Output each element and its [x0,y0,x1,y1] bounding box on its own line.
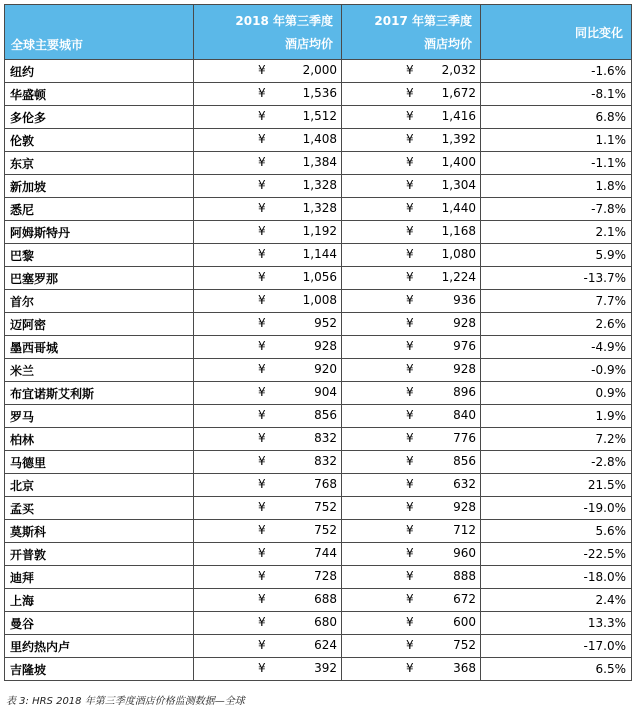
price-2018-cell [194,175,342,198]
price-value: 1,392 [441,132,476,146]
currency-symbol: ¥ [258,316,266,330]
city-cell: 开普敦 [5,543,194,566]
yoy-change-cell: -18.0% [481,566,632,589]
price-value: 1,008 [302,293,337,307]
currency-symbol: ¥ [406,132,414,146]
city-cell: 东京 [5,152,194,175]
price-2018-cell [194,635,342,658]
price-value: 368 [453,661,476,675]
currency-symbol: ¥ [258,86,266,100]
price-value: 936 [453,293,476,307]
price-2018-cell [194,612,342,635]
price-value: 776 [453,431,476,445]
price-value: 1,192 [302,224,337,238]
price-2017-cell [342,382,481,405]
table-row [5,359,632,382]
price-value: 856 [314,408,337,422]
city-cell: 吉隆坡 [5,658,194,681]
price-value: 1,672 [441,86,476,100]
price-value: 832 [314,431,337,445]
currency-symbol: ¥ [406,247,414,261]
yoy-change-cell: -1.1% [481,152,632,175]
price-2017-cell [342,60,481,83]
city-cell: 首尔 [5,290,194,313]
price-value: 1,416 [441,109,476,123]
price-value: 832 [314,454,337,468]
price-2018-cell [194,474,342,497]
table-row [5,497,632,520]
price-2018-cell [194,152,342,175]
currency-symbol: ¥ [406,592,414,606]
city-cell: 新加坡 [5,175,194,198]
city-cell: 多伦多 [5,106,194,129]
price-2017-cell [342,129,481,152]
price-2017-cell [342,290,481,313]
header-2018-line2: 酒店均价 [284,36,333,51]
currency-symbol: ¥ [258,155,266,169]
price-2018-cell [194,520,342,543]
yoy-change-cell: -19.0% [481,497,632,520]
table-row [5,635,632,658]
price-2017-cell [342,244,481,267]
price-value: 672 [453,592,476,606]
currency-symbol: ¥ [258,592,266,606]
city-cell: 阿姆斯特丹 [5,221,194,244]
price-value: 752 [314,523,337,537]
yoy-change-cell: -7.8% [481,198,632,221]
price-value: 768 [314,477,337,491]
price-2018-cell [194,60,342,83]
header-2017-line1: 2017 年第三季度 [374,13,472,28]
price-value: 1,384 [302,155,337,169]
price-2017-cell [342,405,481,428]
price-2018-cell [194,198,342,221]
yoy-change-cell: 2.4% [481,589,632,612]
price-value: 888 [453,569,476,583]
price-value: 392 [314,661,337,675]
city-cell: 上海 [5,589,194,612]
table-row [5,129,632,152]
price-value: 600 [453,615,476,629]
table-row [5,474,632,497]
yoy-change-cell: 0.9% [481,382,632,405]
city-cell: 墨西哥城 [5,336,194,359]
table-row [5,405,632,428]
city-cell: 米兰 [5,359,194,382]
yoy-change-cell: -0.9% [481,359,632,382]
yoy-change-cell: 7.7% [481,290,632,313]
currency-symbol: ¥ [258,431,266,445]
currency-symbol: ¥ [258,247,266,261]
currency-symbol: ¥ [258,178,266,192]
price-value: 624 [314,638,337,652]
currency-symbol: ¥ [258,546,266,560]
currency-symbol: ¥ [406,546,414,560]
price-value: 1,224 [441,270,476,284]
price-2017-cell [342,635,481,658]
table-row [5,106,632,129]
currency-symbol: ¥ [406,408,414,422]
currency-symbol: ¥ [258,63,266,77]
price-value: 904 [314,385,337,399]
currency-symbol: ¥ [258,109,266,123]
price-2018-cell [194,106,342,129]
price-2018-cell [194,221,342,244]
table-row [5,290,632,313]
price-value: 928 [314,339,337,353]
yoy-change-cell: 2.1% [481,221,632,244]
price-value: 976 [453,339,476,353]
yoy-change-cell: -22.5% [481,543,632,566]
city-cell: 巴黎 [5,244,194,267]
city-cell: 迪拜 [5,566,194,589]
table-row [5,313,632,336]
currency-symbol: ¥ [258,270,266,284]
currency-symbol: ¥ [258,661,266,675]
table-row [5,221,632,244]
price-2017-cell [342,520,481,543]
price-2017-cell [342,612,481,635]
currency-symbol: ¥ [258,477,266,491]
price-2018-cell [194,589,342,612]
yoy-change-cell: -8.1% [481,83,632,106]
city-cell: 曼谷 [5,612,194,635]
price-2018-cell [194,405,342,428]
yoy-change-cell: -4.9% [481,336,632,359]
table-row [5,566,632,589]
currency-symbol: ¥ [406,224,414,238]
price-value: 1,536 [302,86,337,100]
price-2017-cell [342,313,481,336]
price-2018-cell [194,313,342,336]
yoy-change-cell: 13.3% [481,612,632,635]
price-value: 728 [314,569,337,583]
currency-symbol: ¥ [406,293,414,307]
yoy-change-cell: 21.5% [481,474,632,497]
price-value: 2,032 [441,63,476,77]
currency-symbol: ¥ [406,661,414,675]
currency-symbol: ¥ [258,638,266,652]
price-2017-cell [342,198,481,221]
city-cell: 巴塞罗那 [5,267,194,290]
price-2017-cell [342,359,481,382]
price-2018-cell [194,129,342,152]
yoy-change-cell: 5.6% [481,520,632,543]
currency-symbol: ¥ [258,224,266,238]
yoy-change-cell: 2.6% [481,313,632,336]
currency-symbol: ¥ [258,132,266,146]
hotel-price-table [4,4,632,681]
price-value: 840 [453,408,476,422]
city-cell: 悉尼 [5,198,194,221]
currency-symbol: ¥ [406,270,414,284]
yoy-change-cell: 7.2% [481,428,632,451]
table-row [5,382,632,405]
price-2017-cell [342,589,481,612]
currency-symbol: ¥ [258,569,266,583]
currency-symbol: ¥ [258,523,266,537]
currency-symbol: ¥ [258,500,266,514]
currency-symbol: ¥ [406,500,414,514]
price-value: 712 [453,523,476,537]
table-header-row [5,5,632,60]
yoy-change-cell: -1.6% [481,60,632,83]
price-value: 1,304 [441,178,476,192]
yoy-change-cell: 6.5% [481,658,632,681]
table-row [5,589,632,612]
table-row [5,244,632,267]
table-row [5,83,632,106]
price-value: 1,400 [441,155,476,169]
table-row [5,428,632,451]
yoy-change-cell: 1.1% [481,129,632,152]
currency-symbol: ¥ [258,385,266,399]
price-value: 960 [453,546,476,560]
currency-symbol: ¥ [406,63,414,77]
table-body [5,60,632,681]
table-row [5,336,632,359]
price-2017-cell [342,428,481,451]
price-2018-cell [194,451,342,474]
price-value: 928 [453,316,476,330]
hotel-price-table-container [4,4,631,681]
table-row [5,60,632,83]
currency-symbol: ¥ [406,477,414,491]
city-cell: 北京 [5,474,194,497]
yoy-change-cell: -2.8% [481,451,632,474]
currency-symbol: ¥ [406,569,414,583]
currency-symbol: ¥ [258,362,266,376]
price-2018-cell [194,382,342,405]
currency-symbol: ¥ [258,615,266,629]
header-2017-line2: 酒店均价 [423,36,472,51]
city-cell: 迈阿密 [5,313,194,336]
currency-symbol: ¥ [406,316,414,330]
yoy-change-cell: -13.7% [481,267,632,290]
currency-symbol: ¥ [406,615,414,629]
price-value: 1,056 [302,270,337,284]
currency-symbol: ¥ [406,638,414,652]
price-2017-cell [342,451,481,474]
price-value: 2,000 [302,63,337,77]
table-row [5,198,632,221]
price-value: 744 [314,546,337,560]
price-2018-cell [194,497,342,520]
yoy-change-cell: 1.8% [481,175,632,198]
table-row [5,612,632,635]
price-value: 1,328 [302,178,337,192]
currency-symbol: ¥ [258,454,266,468]
price-value: 856 [453,454,476,468]
currency-symbol: ¥ [406,454,414,468]
currency-symbol: ¥ [406,86,414,100]
city-cell: 莫斯科 [5,520,194,543]
price-2018-cell [194,244,342,267]
table-row [5,520,632,543]
currency-symbol: ¥ [258,201,266,215]
currency-symbol: ¥ [406,339,414,353]
city-cell: 马德里 [5,451,194,474]
price-2017-cell [342,497,481,520]
currency-symbol: ¥ [406,178,414,192]
table-row [5,543,632,566]
header-yoy-change: 同比变化 [481,5,632,60]
table-row [5,175,632,198]
price-2018-cell [194,428,342,451]
price-value: 928 [453,362,476,376]
price-2017-cell [342,152,481,175]
table-caption: 表 3: HRS 2018 年第三季度酒店价格监测数据—全球 [6,696,245,707]
city-cell: 纽约 [5,60,194,83]
price-value: 688 [314,592,337,606]
currency-symbol: ¥ [258,293,266,307]
city-cell: 布宜诺斯艾利斯 [5,382,194,405]
header-2018-price [194,5,342,60]
price-2018-cell [194,290,342,313]
price-2018-cell [194,543,342,566]
yoy-change-cell: 1.9% [481,405,632,428]
price-2017-cell [342,543,481,566]
price-2018-cell [194,336,342,359]
price-value: 1,144 [302,247,337,261]
price-2017-cell [342,175,481,198]
price-value: 752 [453,638,476,652]
price-2017-cell [342,83,481,106]
header-2018-line1: 2018 年第三季度 [235,13,333,28]
price-2017-cell [342,566,481,589]
table-row [5,658,632,681]
yoy-change-cell: -17.0% [481,635,632,658]
price-2017-cell [342,221,481,244]
price-value: 1,408 [302,132,337,146]
table-row [5,152,632,175]
table-row [5,451,632,474]
header-2017-price [342,5,481,60]
currency-symbol: ¥ [406,431,414,445]
price-2018-cell [194,267,342,290]
price-value: 1,168 [441,224,476,238]
currency-symbol: ¥ [258,408,266,422]
price-value: 928 [453,500,476,514]
city-cell: 伦敦 [5,129,194,152]
header-city: 全球主要城市 [5,5,194,60]
currency-symbol: ¥ [406,155,414,169]
price-value: 1,328 [302,201,337,215]
price-value: 896 [453,385,476,399]
city-cell: 华盛顿 [5,83,194,106]
city-cell: 孟买 [5,497,194,520]
price-value: 952 [314,316,337,330]
currency-symbol: ¥ [406,385,414,399]
price-value: 752 [314,500,337,514]
price-value: 1,440 [441,201,476,215]
price-2017-cell [342,267,481,290]
table-row [5,267,632,290]
price-value: 1,512 [302,109,337,123]
price-value: 920 [314,362,337,376]
price-2017-cell [342,474,481,497]
price-2017-cell [342,658,481,681]
price-2018-cell [194,359,342,382]
currency-symbol: ¥ [406,109,414,123]
price-2017-cell [342,336,481,359]
price-2017-cell [342,106,481,129]
price-2018-cell [194,83,342,106]
city-cell: 里约热内卢 [5,635,194,658]
price-2018-cell [194,658,342,681]
city-cell: 罗马 [5,405,194,428]
yoy-change-cell: 6.8% [481,106,632,129]
price-value: 1,080 [441,247,476,261]
price-value: 680 [314,615,337,629]
yoy-change-cell: 5.9% [481,244,632,267]
currency-symbol: ¥ [406,362,414,376]
price-2018-cell [194,566,342,589]
currency-symbol: ¥ [406,201,414,215]
currency-symbol: ¥ [406,523,414,537]
currency-symbol: ¥ [258,339,266,353]
city-cell: 柏林 [5,428,194,451]
price-value: 632 [453,477,476,491]
